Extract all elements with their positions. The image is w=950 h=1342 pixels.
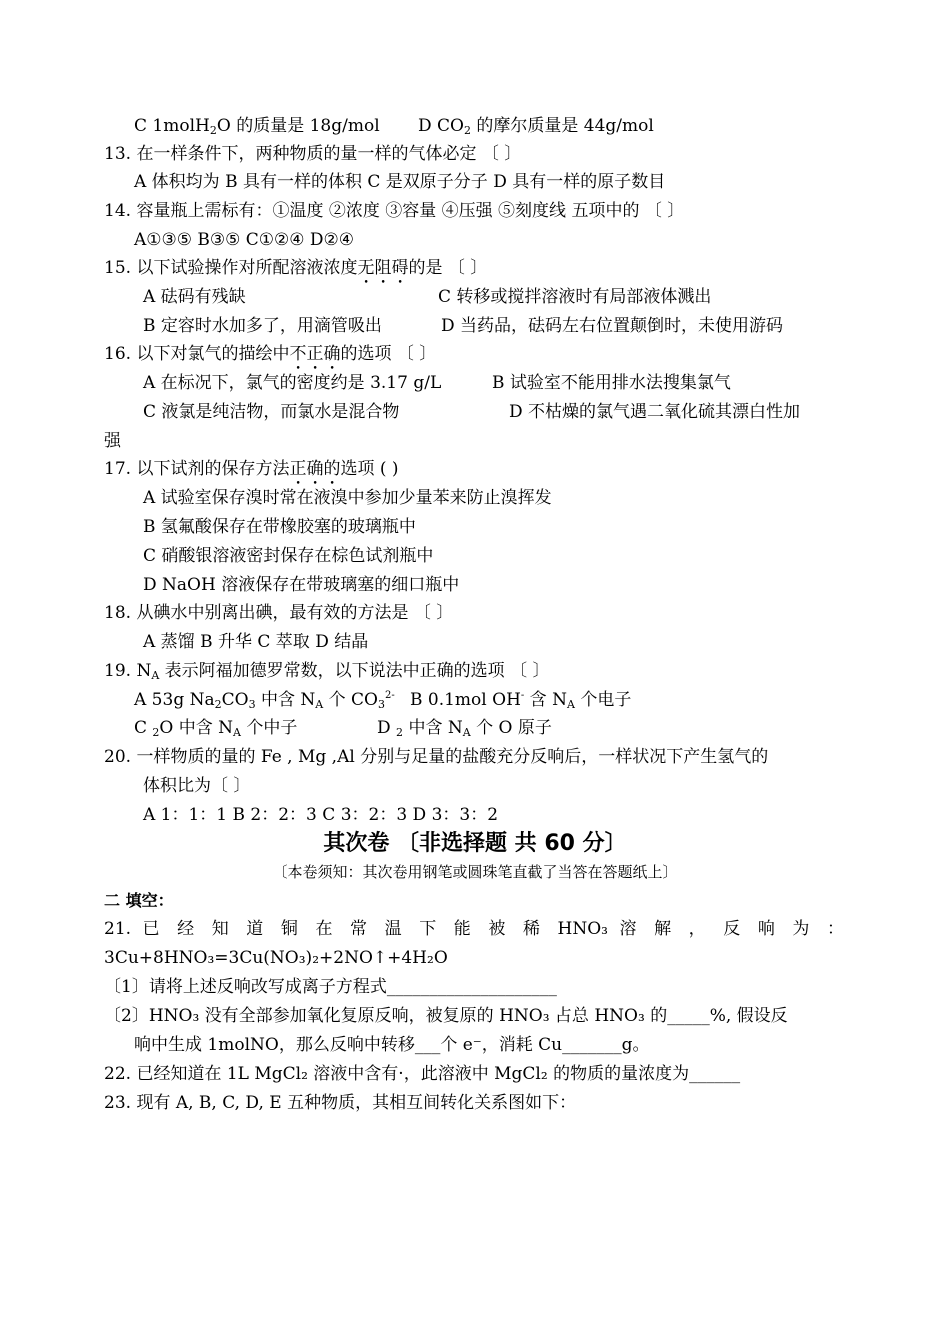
q16-option-b: B 试验室不能用排水法搜集氯气: [492, 373, 731, 393]
q20-stem-cont: 体积比为〔 〕: [143, 776, 251, 796]
q16-option-d-cont: 强: [104, 431, 121, 451]
part2-title: 其次卷 〔非选择题 共 60 分〕: [323, 831, 627, 856]
q17-option-c: C 硝酸银溶液密封保存在棕色试剂瓶中: [143, 546, 434, 566]
q15-option-d: D 当药品，砝码左右位置颠倒时，未使用游码: [441, 316, 784, 336]
q23-text: 23. 现有 A, B, C, D, E 五种物质，其相互间转化关系图如下：: [104, 1093, 577, 1113]
q12-option-d: D $CO_2$ 的摩尔质量是 44g/mol: [418, 116, 654, 137]
q19-option-a: A 53g $Na_2CO_3$ 中含 $N_A$ 个 $CO_3^{2-}$: [134, 690, 395, 711]
q17-option-b: B 氢氟酸保存在带橡胶塞的玻璃瓶中: [143, 517, 416, 537]
part2-note: 〔本卷须知：其次卷用钢笔或圆珠笔直截了当答在答题纸上〕: [272, 863, 678, 881]
section-heading: 二 填空：: [104, 891, 174, 910]
q19-option-c: C $_2$O 中含 $N_A$ 个中子: [134, 718, 298, 739]
q14-stem: 14. 容量瓶上需标有：①温度 ②浓度 ③容量 ④压强 ⑤刻度线 五项中的 〔 〕: [104, 201, 685, 221]
q21-equation: 3Cu+8HNO₃=3Cu(NO₃)₂+2NO↑+4H₂O: [104, 948, 448, 968]
q16-option-a: A 在标况下，氯气的密度约是 3.17 g/L: [143, 373, 442, 393]
q14-options: A①③⑤ B③⑤ C①②④ D②④: [134, 230, 355, 250]
q16-option-d: D 不枯燥的氯气遇二氧化硫其漂白性加: [509, 402, 801, 422]
q20-stem: 20. 一样物质的量的 Fe , Mg ,Al 分别与足量的盐酸充分反响后，一样状况下产生氢气的: [104, 747, 769, 767]
q16-stem: 16. 以下对氯气的描绘中不正确的选项 〔 〕: [104, 344, 437, 364]
q15-option-b: B 定容时水加多了，用滴管吸出: [143, 316, 382, 336]
q19-option-b: B 0.1mol OH- 含 $N_A$ 个电子: [410, 690, 632, 711]
q17-option-a: A 试验室保存溴时常在液溴中参加少量苯来防止溴挥发: [143, 488, 552, 508]
q17-option-d: D NaOH 溶液保存在带玻璃塞的细口瓶中: [143, 575, 460, 595]
q21-stem: 21. 已 经 知 道 铜 在 常 温 下 能 被 稀 HNO₃ 溶 解 ， 反 响 为 ：: [104, 919, 844, 939]
q13-options: A 体积均为 B 具有一样的体积 C 是双原子分子 D 具有一样的原子数目: [134, 172, 666, 192]
q21-part2-cont: 响中生成 1molNO，那么反响中转移___个 e⁻，消耗 Cu_______g。: [134, 1035, 650, 1055]
q16-option-c: C 液氯是纯洁物，而氯水是混合物: [143, 402, 400, 422]
q17-stem: 17. 以下试剂的保存方法正确的选项 ( ): [104, 459, 399, 479]
q13-stem: 13. 在一样条件下，两种物质的量一样的气体必定 〔 〕: [104, 144, 522, 164]
q22-text: 22. 已经知道在 1L MgCl₂ 溶液中含有·，此溶液中 MgCl₂ 的物质的量浓度为______: [104, 1064, 741, 1084]
q19-option-d: D $_2$ 中含 $N_A$ 个 O 原子: [377, 718, 552, 739]
q18-stem: 18. 从碘水中别离出碘，最有效的方法是 〔 〕: [104, 603, 454, 623]
q20-options: A 1：1：1 B 2：2：3 C 3：2：3 D 3：3：2: [143, 805, 499, 825]
q12-option-c: C 1molH$_2$O 的质量是 18g/mol: [134, 116, 380, 137]
q21-part1: 〔1〕请将上述反响改写成离子方程式____________________: [104, 977, 557, 997]
q18-options: A 蒸馏 B 升华 C 萃取 D 结晶: [143, 632, 369, 652]
q19-stem: 19. $N_A$ 表示阿福加德罗常数，以下说法中正确的选项 〔 〕: [104, 661, 550, 682]
q21-part2: 〔2〕HNO₃ 没有全部参加氧化复原反响，被复原的 HNO₃ 占总 HNO₃ 的_____%, 假设反: [104, 1006, 788, 1026]
q15-option-a: A 砝码有残缺: [143, 287, 246, 307]
q15-stem: 15. 以下试验操作对所配溶液浓度无阻碍的是 〔 〕: [104, 258, 488, 278]
q15-option-c: C 转移或搅拌溶液时有局部液体溅出: [438, 287, 712, 307]
